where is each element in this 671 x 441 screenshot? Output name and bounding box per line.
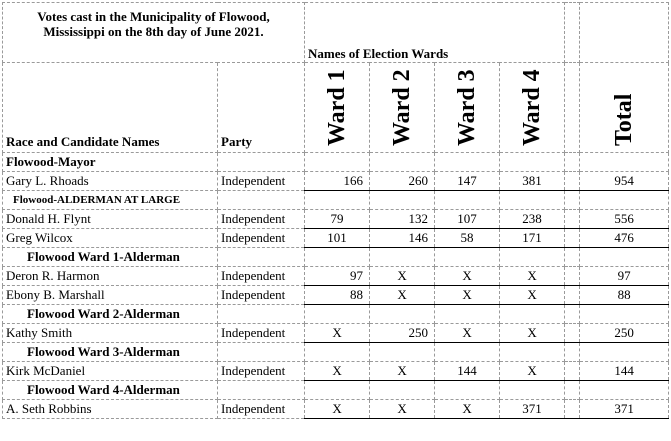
ward-4-votes: 381 — [500, 172, 565, 191]
race-title: Flowood-ALDERMAN AT LARGE — [3, 191, 218, 210]
section-row — [3, 191, 669, 210]
ward-2-votes: X — [370, 267, 435, 286]
ward-1-votes: 166 — [305, 172, 370, 191]
section-row — [3, 343, 669, 362]
ward-3-votes: 58 — [435, 229, 500, 248]
ward-1-votes: 88 — [305, 286, 370, 305]
ward-1-votes: X — [305, 324, 370, 343]
candidate-name: A. Seth Robbins — [3, 400, 218, 419]
candidate-name: Kirk McDaniel — [3, 362, 218, 381]
candidate-party: Independent — [218, 172, 305, 191]
report-title: Votes cast in the Municipality of Flowood, Mississippi on the 8th day of June 2021. — [3, 3, 305, 63]
ward-3-votes: X — [435, 267, 500, 286]
candidate-party: Independent — [218, 324, 305, 343]
table-row — [3, 324, 669, 343]
section-row — [3, 153, 669, 172]
table-row — [3, 172, 669, 191]
table-row — [3, 400, 669, 419]
ward-1-votes: 101 — [305, 229, 370, 248]
table-row — [3, 362, 669, 381]
ward-3-header: Ward 3 — [435, 63, 500, 153]
ward-4-header: Ward 4 — [500, 63, 565, 153]
candidate-name: Kathy Smith — [3, 324, 218, 343]
ward-3-votes: 144 — [435, 362, 500, 381]
ward-3-votes: X — [435, 400, 500, 419]
candidate-name: Donald H. Flynt — [3, 210, 218, 229]
ward-4-votes: X — [500, 324, 565, 343]
candidate-party: Independent — [218, 229, 305, 248]
total-votes: 97 — [580, 267, 669, 286]
total-votes: 88 — [580, 286, 669, 305]
candidate-name: Deron R. Harmon — [3, 267, 218, 286]
candidate-party: Independent — [218, 210, 305, 229]
race-title: Flowood Ward 4-Alderman — [3, 381, 218, 400]
candidate-party: Independent — [218, 400, 305, 419]
table-row — [3, 210, 669, 229]
table-row — [3, 229, 669, 248]
race-title: Flowood Ward 2-Alderman — [3, 305, 218, 324]
total-votes: 144 — [580, 362, 669, 381]
ward-2-votes: X — [370, 286, 435, 305]
ward-2-votes: 146 — [370, 229, 435, 248]
candidate-name: Greg Wilcox — [3, 229, 218, 248]
candidate-party: Independent — [218, 362, 305, 381]
ward-2-votes: 132 — [370, 210, 435, 229]
ward-4-votes: 171 — [500, 229, 565, 248]
ward-group-label: Names of Election Wards — [305, 3, 565, 63]
ward-3-votes: 107 — [435, 210, 500, 229]
table-row — [3, 286, 669, 305]
ward-4-votes: 238 — [500, 210, 565, 229]
ward-1-header: Ward 1 — [305, 63, 370, 153]
total-header: Total — [580, 63, 669, 153]
section-row — [3, 248, 669, 267]
candidate-party: Independent — [218, 286, 305, 305]
ward-1-votes: X — [305, 362, 370, 381]
race-column-header: Race and Candidate Names — [3, 63, 218, 153]
total-votes: 250 — [580, 324, 669, 343]
section-row — [3, 305, 669, 324]
total-votes: 371 — [580, 400, 669, 419]
total-votes: 556 — [580, 210, 669, 229]
total-votes: 476 — [580, 229, 669, 248]
ward-3-votes: 147 — [435, 172, 500, 191]
ward-4-votes: X — [500, 286, 565, 305]
ward-4-votes: X — [500, 267, 565, 286]
candidate-name: Ebony B. Marshall — [3, 286, 218, 305]
total-votes: 954 — [580, 172, 669, 191]
ward-4-votes: 371 — [500, 400, 565, 419]
ward-1-votes: 79 — [305, 210, 370, 229]
ward-2-votes: X — [370, 400, 435, 419]
race-title: Flowood-Mayor — [3, 153, 218, 172]
race-title: Flowood Ward 3-Alderman — [3, 343, 218, 362]
ward-2-votes: 260 — [370, 172, 435, 191]
candidate-party: Independent — [218, 267, 305, 286]
ward-1-votes: X — [305, 400, 370, 419]
ward-3-votes: X — [435, 286, 500, 305]
ward-1-votes: 97 — [305, 267, 370, 286]
election-results-table — [2, 2, 669, 419]
race-title: Flowood Ward 1-Alderman — [3, 248, 218, 267]
ward-2-votes: X — [370, 362, 435, 381]
ward-4-votes: X — [500, 362, 565, 381]
candidate-name: Gary L. Rhoads — [3, 172, 218, 191]
party-column-header: Party — [218, 63, 305, 153]
section-row — [3, 381, 669, 400]
ward-2-votes: 250 — [370, 324, 435, 343]
ward-3-votes: X — [435, 324, 500, 343]
table-row — [3, 267, 669, 286]
ward-2-header: Ward 2 — [370, 63, 435, 153]
